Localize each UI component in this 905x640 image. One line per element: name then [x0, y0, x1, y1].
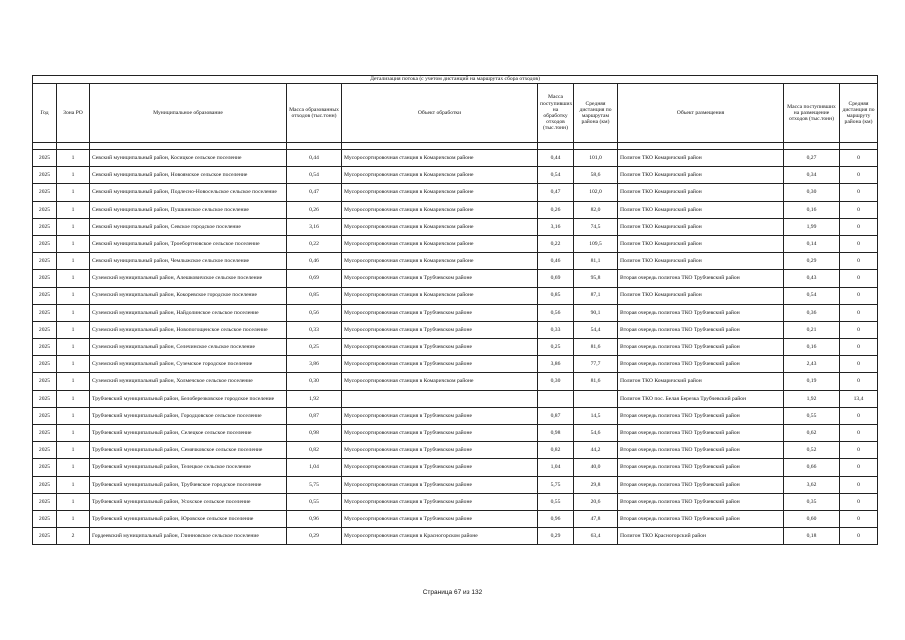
table-title: Детализация потока (с учетом дистанций на маршрутах сбора отходов) [33, 76, 878, 84]
table-row [33, 235, 878, 252]
cell-disposal-facility: Полигон ТКО Комаричский район [618, 167, 784, 184]
cell-distance-disposal: 0 [840, 304, 878, 321]
cell-year: 2025 [33, 459, 57, 476]
table-row [33, 373, 878, 390]
column-header: Масса поступивших на размещение отходов (тыс.тонн) [784, 84, 840, 143]
cell-municipality: Трубчевский муниципальный район, Усохское сельское поселение [90, 493, 287, 510]
cell-zone: 1 [57, 167, 90, 184]
cell-distance-disposal: 0 [840, 167, 878, 184]
cell-distance-processing: 54,6 [574, 425, 618, 442]
table-row [33, 150, 878, 167]
cell-mass-processed: 0,55 [538, 493, 574, 510]
cell-year: 2025 [33, 218, 57, 235]
cell-distance-disposal: 13,4 [840, 390, 878, 407]
cell-disposal-facility: Вторая очередь полигона ТКО Трубчевский район [618, 321, 784, 338]
cell-disposal-facility: Вторая очередь полигона ТКО Трубчевский район [618, 270, 784, 287]
cell-mass-generated: 0,96 [287, 510, 342, 527]
cell-zone: 1 [57, 373, 90, 390]
cell-distance-processing [574, 390, 618, 407]
cell-distance-disposal: 0 [840, 510, 878, 527]
cell-distance-disposal: 0 [840, 184, 878, 201]
cell-year: 2025 [33, 321, 57, 338]
cell-mass-processed: 0,85 [538, 287, 574, 304]
cell-mass-disposed: 0,29 [784, 253, 840, 270]
cell-year: 2025 [33, 373, 57, 390]
cell-municipality: Севский муниципальный район, Троебортновское сельское поселение [90, 235, 287, 252]
cell-disposal-facility: Полигон ТКО пос. Белая Березка Трубчевский район [618, 390, 784, 407]
cell-disposal-facility: Полигон ТКО Комаричский район [618, 287, 784, 304]
cell-processing-facility: Мусоросортировочная станция в Трубчевском районе [342, 356, 538, 373]
cell-mass-generated: 3,16 [287, 218, 342, 235]
column-header: Средняя дистанция по маршрутам района (км) [574, 84, 618, 143]
cell-year: 2025 [33, 425, 57, 442]
cell-mass-disposed: 0,21 [784, 321, 840, 338]
cell-processing-facility: Мусоросортировочная станция в Трубчевском районе [342, 321, 538, 338]
flow-detail-table [32, 75, 878, 545]
cell-distance-processing: 14,5 [574, 407, 618, 424]
column-header: Масса образованных отходов (тыс.тонн) [287, 84, 342, 143]
cell-mass-generated: 3,86 [287, 356, 342, 373]
cell-mass-generated: 1,92 [287, 390, 342, 407]
cell-mass-generated: 0,33 [287, 321, 342, 338]
cell-mass-generated: 0,54 [287, 167, 342, 184]
cell-year: 2025 [33, 356, 57, 373]
cell-mass-generated: 5,75 [287, 476, 342, 493]
cell-distance-processing: 77,7 [574, 356, 618, 373]
cell-disposal-facility: Полигон ТКО Красногорский район [618, 528, 784, 545]
cell-mass-processed: 0,46 [538, 253, 574, 270]
cell-distance-disposal: 0 [840, 270, 878, 287]
cell-municipality: Суземский муниципальный район, Селечинское сельское поселение [90, 339, 287, 356]
page-number: Страница 67 из 132 [422, 589, 483, 596]
cell-distance-processing: 54,4 [574, 321, 618, 338]
cell-mass-disposed: 0,18 [784, 528, 840, 545]
cell-year: 2025 [33, 150, 57, 167]
table-row [33, 287, 878, 304]
table-row [33, 510, 878, 527]
cell-mass-disposed: 0,27 [784, 150, 840, 167]
cell-mass-disposed: 0,52 [784, 442, 840, 459]
cell-zone: 1 [57, 270, 90, 287]
cell-distance-disposal: 0 [840, 356, 878, 373]
cell-mass-processed: 0,87 [538, 407, 574, 424]
table-row [33, 270, 878, 287]
cell-mass-disposed: 0,16 [784, 339, 840, 356]
cell-year: 2025 [33, 339, 57, 356]
cell-year: 2025 [33, 442, 57, 459]
cell-distance-processing: 101,0 [574, 150, 618, 167]
cell-mass-disposed: 0,14 [784, 235, 840, 252]
cell-year: 2025 [33, 510, 57, 527]
cell-zone: 1 [57, 493, 90, 510]
cell-distance-disposal: 0 [840, 459, 878, 476]
cell-municipality: Трубчевский муниципальный район, Трубчевское городское поселение [90, 476, 287, 493]
cell-distance-processing: 90,1 [574, 304, 618, 321]
cell-disposal-facility: Вторая очередь полигона ТКО Трубчевский район [618, 476, 784, 493]
column-header: Год [33, 84, 57, 143]
cell-mass-disposed: 1,99 [784, 218, 840, 235]
cell-distance-disposal: 0 [840, 321, 878, 338]
cell-year: 2025 [33, 270, 57, 287]
table-row [33, 304, 878, 321]
cell-processing-facility: Мусоросортировочная станция в Трубчевском районе [342, 493, 538, 510]
table-row [33, 459, 878, 476]
cell-mass-disposed: 3,62 [784, 476, 840, 493]
cell-zone: 1 [57, 390, 90, 407]
cell-processing-facility: Мусоросортировочная станция в Трубчевском районе [342, 304, 538, 321]
cell-processing-facility: Мусоросортировочная станция в Трубчевском районе [342, 407, 538, 424]
table-row [33, 339, 878, 356]
cell-disposal-facility: Вторая очередь полигона ТКО Трубчевский район [618, 493, 784, 510]
cell-municipality: Трубчевский муниципальный район, Юровское сельское поселение [90, 510, 287, 527]
cell-processing-facility: Мусоросортировочная станция в Комаричском районе [342, 150, 538, 167]
cell-mass-processed [538, 390, 574, 407]
cell-mass-processed: 0,54 [538, 167, 574, 184]
cell-zone: 1 [57, 425, 90, 442]
cell-distance-processing: 109,5 [574, 235, 618, 252]
cell-distance-processing: 74,5 [574, 218, 618, 235]
cell-processing-facility: Мусоросортировочная станция в Трубчевском районе [342, 442, 538, 459]
cell-mass-processed: 0,29 [538, 528, 574, 545]
table-row [33, 493, 878, 510]
cell-mass-disposed: 0,19 [784, 373, 840, 390]
cell-disposal-facility: Вторая очередь полигона ТКО Трубчевский район [618, 510, 784, 527]
cell-zone: 1 [57, 356, 90, 373]
cell-mass-disposed: 0,36 [784, 304, 840, 321]
cell-municipality: Трубчевский муниципальный район, Семячковское сельское поселение [90, 442, 287, 459]
cell-mass-generated: 0,69 [287, 270, 342, 287]
table-row [33, 390, 878, 407]
cell-mass-generated: 0,82 [287, 442, 342, 459]
cell-processing-facility: Мусоросортировочная станция в Трубчевском районе [342, 459, 538, 476]
header-spacer-row [33, 143, 878, 150]
cell-municipality: Севский муниципальный район, Новоямское сельское поселение [90, 167, 287, 184]
cell-mass-processed: 0,30 [538, 373, 574, 390]
cell-municipality: Суземский муниципальный район, Найдолинское сельское поселение [90, 304, 287, 321]
table-row [33, 201, 878, 218]
cell-processing-facility [342, 390, 538, 407]
cell-year: 2025 [33, 476, 57, 493]
column-header: Масса поступивших на обработку отходов (тыс.тонн) [538, 84, 574, 143]
cell-mass-processed: 3,16 [538, 218, 574, 235]
cell-disposal-facility: Вторая очередь полигона ТКО Трубчевский район [618, 407, 784, 424]
cell-disposal-facility: Полигон ТКО Комаричский район [618, 184, 784, 201]
cell-processing-facility: Мусоросортировочная станция в Трубчевском районе [342, 339, 538, 356]
table-row [33, 167, 878, 184]
cell-disposal-facility: Полигон ТКО Комаричский район [618, 235, 784, 252]
cell-processing-facility: Мусоросортировочная станция в Комаричском районе [342, 167, 538, 184]
cell-municipality: Севский муниципальный район, Пушкинское сельское поселение [90, 201, 287, 218]
cell-municipality: Трубчевский муниципальный район, Телецкое сельское поселение [90, 459, 287, 476]
cell-municipality: Севский муниципальный район, Чемлыжское сельское поселение [90, 253, 287, 270]
cell-zone: 1 [57, 321, 90, 338]
cell-disposal-facility: Полигон ТКО Комаричский район [618, 373, 784, 390]
cell-municipality: Суземский муниципальный район, Алешковичское сельское поселение [90, 270, 287, 287]
cell-disposal-facility: Вторая очередь полигона ТКО Трубчевский район [618, 442, 784, 459]
cell-mass-generated: 0,98 [287, 425, 342, 442]
table-row [33, 476, 878, 493]
cell-municipality: Трубчевский муниципальный район, Селецкое сельское поселение [90, 425, 287, 442]
cell-processing-facility: Мусоросортировочная станция в Комаричском районе [342, 218, 538, 235]
cell-mass-processed: 0,25 [538, 339, 574, 356]
cell-zone: 1 [57, 150, 90, 167]
cell-disposal-facility: Вторая очередь полигона ТКО Трубчевский район [618, 304, 784, 321]
cell-mass-disposed: 1,92 [784, 390, 840, 407]
cell-distance-processing: 29,8 [574, 476, 618, 493]
cell-distance-processing: 47,8 [574, 510, 618, 527]
header-row [33, 84, 878, 143]
cell-mass-generated: 1,04 [287, 459, 342, 476]
table-body [33, 150, 878, 545]
cell-zone: 2 [57, 528, 90, 545]
cell-processing-facility: Мусоросортировочная станция в Трубчевском районе [342, 476, 538, 493]
cell-mass-processed: 0,33 [538, 321, 574, 338]
cell-disposal-facility: Вторая очередь полигона ТКО Трубчевский район [618, 459, 784, 476]
cell-mass-disposed: 0,55 [784, 407, 840, 424]
cell-distance-disposal: 0 [840, 425, 878, 442]
cell-mass-disposed: 0,30 [784, 184, 840, 201]
cell-distance-disposal: 0 [840, 442, 878, 459]
cell-mass-generated: 0,25 [287, 339, 342, 356]
cell-mass-processed: 3,86 [538, 356, 574, 373]
cell-distance-processing: 81,1 [574, 253, 618, 270]
cell-disposal-facility: Полигон ТКО Комаричский район [618, 201, 784, 218]
cell-distance-processing: 20,6 [574, 493, 618, 510]
cell-year: 2025 [33, 407, 57, 424]
cell-year: 2025 [33, 253, 57, 270]
cell-zone: 1 [57, 339, 90, 356]
cell-mass-generated: 0,56 [287, 304, 342, 321]
cell-mass-disposed: 0,34 [784, 167, 840, 184]
cell-mass-processed: 0,26 [538, 201, 574, 218]
cell-mass-processed: 0,47 [538, 184, 574, 201]
cell-zone: 1 [57, 235, 90, 252]
cell-mass-disposed: 0,43 [784, 270, 840, 287]
table-row [33, 407, 878, 424]
cell-distance-processing: 81,6 [574, 339, 618, 356]
cell-processing-facility: Мусоросортировочная станция в Комаричском районе [342, 235, 538, 252]
cell-processing-facility: Мусоросортировочная станция в Комаричском районе [342, 201, 538, 218]
cell-distance-processing: 81,6 [574, 373, 618, 390]
cell-disposal-facility: Полигон ТКО Комаричский район [618, 150, 784, 167]
cell-zone: 1 [57, 253, 90, 270]
cell-zone: 1 [57, 476, 90, 493]
cell-mass-processed: 1,04 [538, 459, 574, 476]
column-header: Объект обработки [342, 84, 538, 143]
cell-distance-processing: 95,8 [574, 270, 618, 287]
table-row [33, 321, 878, 338]
cell-mass-processed: 0,44 [538, 150, 574, 167]
cell-distance-processing: 44,2 [574, 442, 618, 459]
table-row [33, 442, 878, 459]
cell-mass-processed: 0,69 [538, 270, 574, 287]
cell-year: 2025 [33, 304, 57, 321]
cell-processing-facility: Мусоросортировочная станция в Комаричском районе [342, 253, 538, 270]
cell-distance-disposal: 0 [840, 235, 878, 252]
cell-zone: 1 [57, 184, 90, 201]
cell-distance-disposal: 0 [840, 150, 878, 167]
cell-municipality: Суземский муниципальный район, Новопогощенское сельское поселение [90, 321, 287, 338]
cell-year: 2025 [33, 184, 57, 201]
cell-year: 2025 [33, 390, 57, 407]
column-header: Средняя дистанция по маршруту района (км) [840, 84, 878, 143]
cell-distance-disposal: 0 [840, 528, 878, 545]
table-row [33, 218, 878, 235]
cell-zone: 1 [57, 407, 90, 424]
cell-mass-disposed: 0,54 [784, 287, 840, 304]
cell-mass-disposed: 2,43 [784, 356, 840, 373]
cell-municipality: Севский муниципальный район, Косицкое сельское поселение [90, 150, 287, 167]
cell-zone: 1 [57, 287, 90, 304]
cell-municipality: Трубчевский муниципальный район, Городцовское сельское поселение [90, 407, 287, 424]
cell-year: 2025 [33, 493, 57, 510]
cell-mass-disposed: 0,16 [784, 201, 840, 218]
cell-zone: 1 [57, 201, 90, 218]
cell-mass-generated: 0,47 [287, 184, 342, 201]
table-row [33, 253, 878, 270]
table-row [33, 356, 878, 373]
cell-processing-facility: Мусоросортировочная станция в Комаричском районе [342, 287, 538, 304]
table-row [33, 425, 878, 442]
cell-distance-processing: 102,0 [574, 184, 618, 201]
cell-mass-disposed: 0,60 [784, 510, 840, 527]
cell-distance-disposal: 0 [840, 407, 878, 424]
cell-processing-facility: Мусоросортировочная станция в Комаричском районе [342, 184, 538, 201]
cell-zone: 1 [57, 304, 90, 321]
cell-mass-processed: 5,75 [538, 476, 574, 493]
cell-year: 2025 [33, 235, 57, 252]
cell-distance-disposal: 0 [840, 493, 878, 510]
column-header: Муниципальное образование [90, 84, 287, 143]
cell-mass-generated: 0,46 [287, 253, 342, 270]
cell-mass-processed: 0,22 [538, 235, 574, 252]
cell-distance-processing: 87,1 [574, 287, 618, 304]
cell-distance-disposal: 0 [840, 476, 878, 493]
cell-municipality: Суземский муниципальный район, Кокоревское городское поселение [90, 287, 287, 304]
cell-mass-generated: 0,44 [287, 150, 342, 167]
cell-year: 2025 [33, 167, 57, 184]
cell-distance-disposal: 0 [840, 373, 878, 390]
cell-distance-disposal: 0 [840, 339, 878, 356]
cell-mass-disposed: 0,66 [784, 459, 840, 476]
cell-mass-processed: 0,98 [538, 425, 574, 442]
column-header: Зона РО [57, 84, 90, 143]
cell-disposal-facility: Вторая очередь полигона ТКО Трубчевский район [618, 356, 784, 373]
cell-year: 2025 [33, 201, 57, 218]
cell-municipality: Гордеевский муниципальный район, Глинновское сельское поселение [90, 528, 287, 545]
cell-mass-processed: 0,96 [538, 510, 574, 527]
cell-zone: 1 [57, 218, 90, 235]
cell-year: 2025 [33, 287, 57, 304]
table-row [33, 528, 878, 545]
cell-municipality: Суземский муниципальный район, Суземское городское поселение [90, 356, 287, 373]
cell-mass-generated: 0,30 [287, 373, 342, 390]
cell-distance-processing: 82,0 [574, 201, 618, 218]
cell-zone: 1 [57, 510, 90, 527]
cell-zone: 1 [57, 442, 90, 459]
cell-processing-facility: Мусоросортировочная станция в Трубчевском районе [342, 425, 538, 442]
cell-year: 2025 [33, 528, 57, 545]
cell-distance-processing: 40,0 [574, 459, 618, 476]
cell-processing-facility: Мусоросортировочная станция в Трубчевском районе [342, 510, 538, 527]
cell-processing-facility: Мусоросортировочная станция в Красногорском районе [342, 528, 538, 545]
cell-mass-processed: 0,56 [538, 304, 574, 321]
cell-mass-disposed: 0,35 [784, 493, 840, 510]
cell-municipality: Севский муниципальный район, Севское городское поселение [90, 218, 287, 235]
cell-mass-generated: 0,22 [287, 235, 342, 252]
cell-distance-disposal: 0 [840, 253, 878, 270]
cell-distance-processing: 58,6 [574, 167, 618, 184]
cell-processing-facility: Мусоросортировочная станция в Трубчевском районе [342, 270, 538, 287]
cell-mass-generated: 0,87 [287, 407, 342, 424]
column-header: Объект размещения [618, 84, 784, 143]
table-row [33, 184, 878, 201]
cell-distance-disposal: 0 [840, 218, 878, 235]
cell-distance-disposal: 0 [840, 287, 878, 304]
cell-disposal-facility: Полигон ТКО Комаричский район [618, 253, 784, 270]
cell-municipality: Севский муниципальный район, Подлесно-Новосельское сельское поселение [90, 184, 287, 201]
cell-mass-disposed: 0,62 [784, 425, 840, 442]
cell-distance-processing: 63,4 [574, 528, 618, 545]
cell-disposal-facility: Вторая очередь полигона ТКО Трубчевский район [618, 339, 784, 356]
cell-municipality: Суземский муниципальный район, Холмечское сельское поселение [90, 373, 287, 390]
cell-distance-disposal: 0 [840, 201, 878, 218]
cell-processing-facility: Мусоросортировочная станция в Комаричском районе [342, 373, 538, 390]
cell-municipality: Трубчевский муниципальный район, Белоберезковское городское поселение [90, 390, 287, 407]
cell-mass-processed: 0,82 [538, 442, 574, 459]
cell-mass-generated: 0,85 [287, 287, 342, 304]
cell-mass-generated: 0,29 [287, 528, 342, 545]
cell-disposal-facility: Вторая очередь полигона ТКО Трубчевский район [618, 425, 784, 442]
cell-zone: 1 [57, 459, 90, 476]
cell-disposal-facility: Полигон ТКО Комаричский район [618, 218, 784, 235]
cell-mass-generated: 0,55 [287, 493, 342, 510]
cell-mass-generated: 0,26 [287, 201, 342, 218]
